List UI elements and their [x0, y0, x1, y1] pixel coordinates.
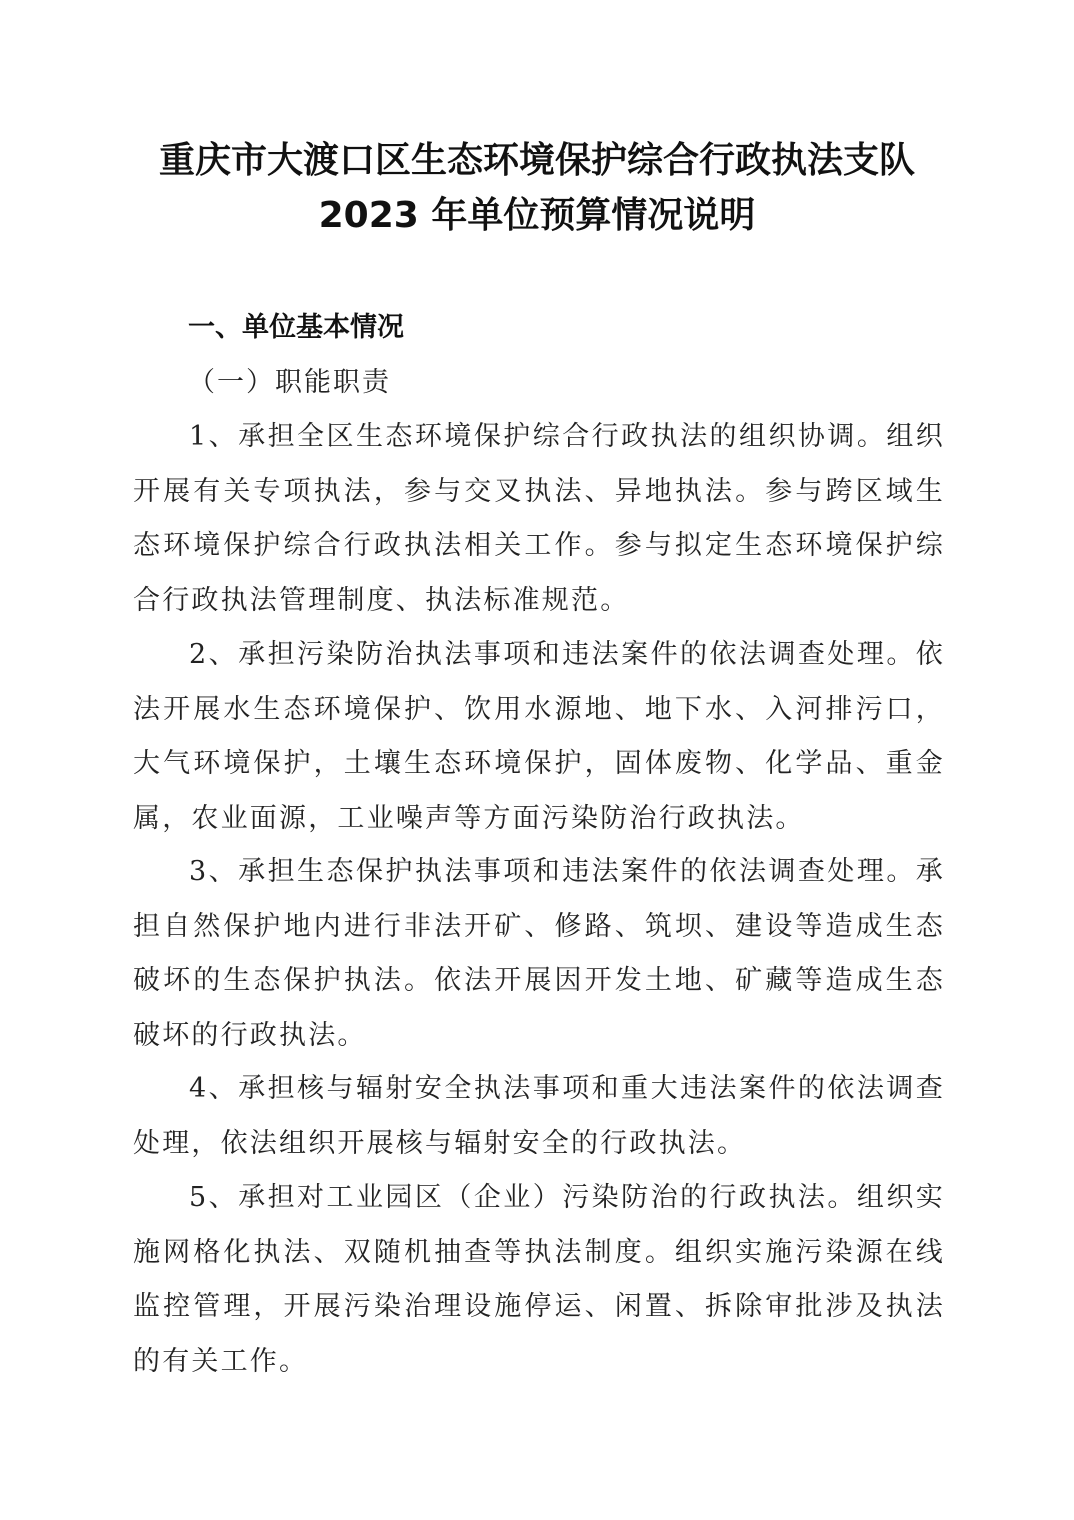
- duty-paragraph-5: 5、承担对工业园区（企业）污染防治的行政执法。组织实施网格化执法、双随机抽查等执法制度。组织实施污染源在线监控管理，开展污染治理设施停运、闲置、拆除审批涉及执法的有关工作。: [133, 1182, 945, 1377]
- duty-paragraph-2: 2、承担污染防治执法事项和违法案件的依法调查处理。依法开展水生态环境保护、饮用水源地、地下水、入河排污口，大气环境保护，土壤生态环境保护，固体废物、化学品、重金属，农业面源，工业噪声等方面污染防治行政执法。: [133, 639, 945, 834]
- document-title-line-2: 2023 年单位预算情况说明: [318, 195, 756, 236]
- document-title-line-1: 重庆市大渡口区生态环境保护综合行政执法支队: [158, 140, 915, 181]
- subsection-heading-duties: （一）职能职责: [188, 367, 391, 398]
- duty-paragraph-1: 1、承担全区生态环境保护综合行政执法的组织协调。组织开展有关专项执法，参与交叉执法、异地执法。参与跨区域生态环境保护综合行政执法相关工作。参与拟定生态环境保护综合行政执法管理制度、执法标准规范。: [133, 421, 945, 616]
- duty-paragraph-3: 3、承担生态保护执法事项和违法案件的依法调查处理。承担自然保护地内进行非法开矿、修路、筑坝、建设等造成生态破坏的生态保护执法。依法开展因开发土地、矿藏等造成生态破坏的行政执法。: [133, 856, 945, 1051]
- section-heading-basic-info: 一、单位基本情况: [188, 312, 404, 343]
- duty-paragraph-4: 4、承担核与辐射安全执法事项和重大违法案件的依法调查处理，依法组织开展核与辐射安全的行政执法。: [133, 1073, 945, 1159]
